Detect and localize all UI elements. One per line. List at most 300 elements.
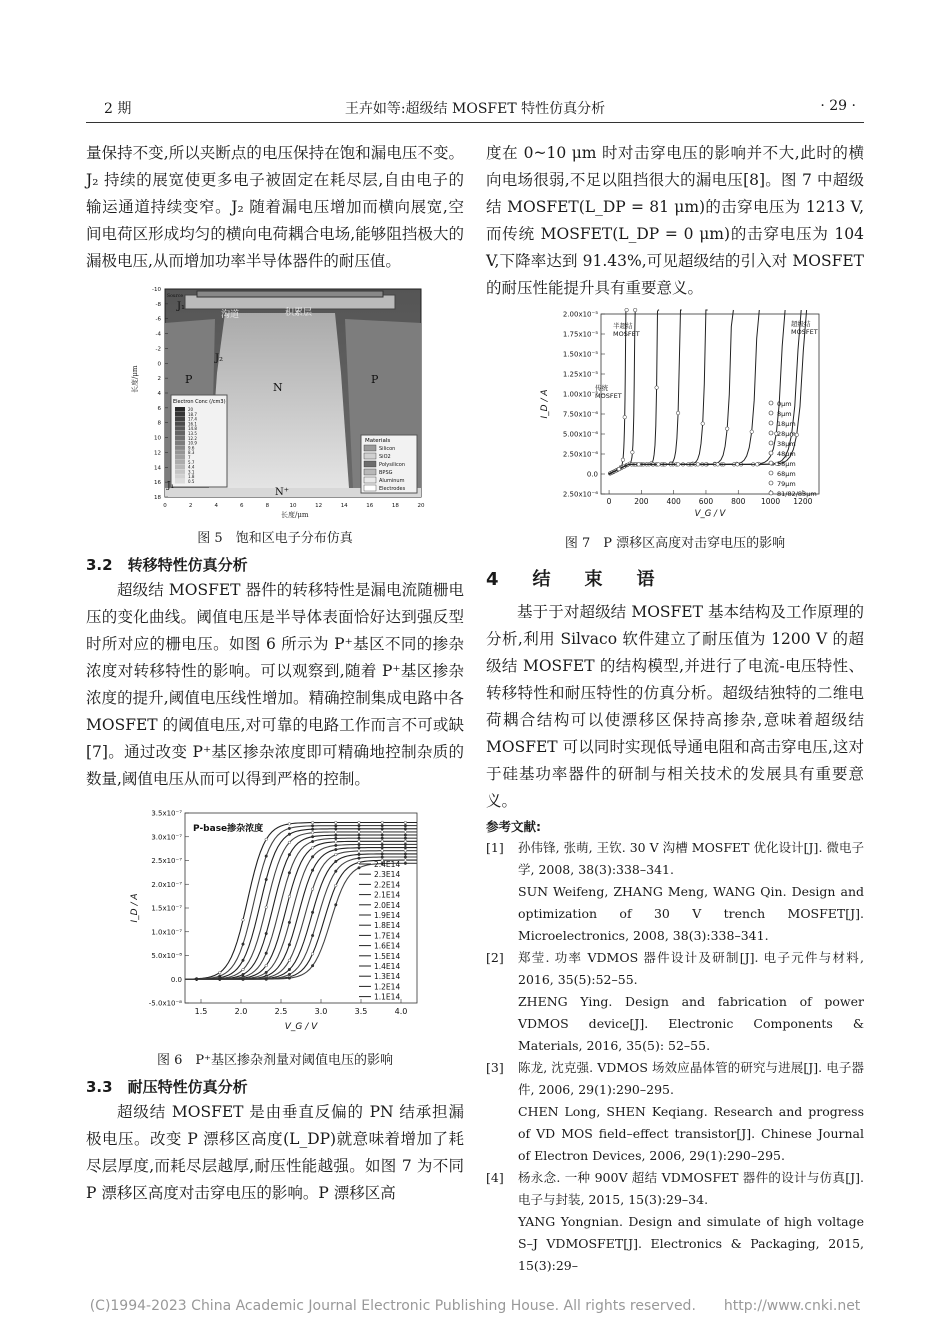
reference-zh: 陈龙, 沈克强. VDMOS 场效应晶体管的研究与进展[J]. 电子器件, 2006, 29(1):290–295. [518,1060,864,1097]
fig5-material-name: Aluminum [379,478,405,484]
fig6-y-tick-label: 0.0 [170,975,182,984]
fig5-legend-value: 5.7 [188,459,195,465]
fig5-legend-swatch [175,421,185,426]
fig6-legend-label: 2.3E14 [374,870,401,880]
fig5-material-swatch [364,477,376,483]
fig7-legend-label: 81/82/83μm [777,490,817,498]
fig6-series-marker [404,824,407,827]
fig6-series-marker [404,828,407,831]
fig6-series-marker [335,844,338,847]
fig7-y-tick-label: 2.00x10⁻⁵ [562,310,598,319]
fig5-x-tick-label: 8 [265,503,270,509]
right-column [486,140,864,1277]
fig5-legend-swatch [175,412,185,417]
fig5-legend-swatch [175,436,185,441]
fig5-legend-value: 4.4 [188,464,195,470]
fig6-series-marker [358,821,361,824]
fig6-series-marker [358,843,361,846]
fig5-material-swatch [364,461,376,467]
fig7-series-marker [750,430,754,434]
fig5-materials-title: Materials [365,438,391,444]
fig6-series-marker [404,837,407,840]
fig5-legend-swatch [175,441,185,446]
fig5-material-name: Electrodes [379,486,406,492]
fig6-series-marker [311,840,314,843]
fig6-series-marker [242,919,245,922]
fig6-y-tick-label: -5.0x10⁻⁸ [148,999,182,1008]
fig5-legend-value: 3.1 [188,469,195,475]
fig7-series-marker [621,458,625,462]
fig6-series-marker [335,848,338,851]
fig5-legend-swatch [175,445,185,450]
fig6-series-marker [381,840,384,843]
fig6-series-marker [311,953,314,956]
fig5-y-tick-label: 0 [157,361,161,368]
fig6-y-tick-label: 1.5x10⁻⁷ [151,904,182,913]
fig6-series-marker [404,859,407,862]
fig6-series-marker [288,872,291,875]
fig6-y-tick-label: 1.0x10⁻⁷ [151,928,182,937]
fig6-series-marker [242,968,245,971]
references-list [486,837,864,1277]
fig5-legend-swatch [175,417,185,422]
fig5-legend-value: 12.2 [188,435,197,441]
fig6-series-marker [242,943,245,946]
fig6-series-marker [288,921,291,924]
fig6-series-marker [404,831,407,834]
fig7-series-marker [633,308,637,312]
fig6-series-marker [335,828,338,831]
fig6-series-marker [335,824,338,827]
fig7-legend-label: 38μm [777,440,796,448]
left-paragraph-2: 超级结 MOSFET 器件的转移特性是漏电流随栅电压的变化曲线。阈值电压是半导体表面恰好达到强反型时所对应的栅电压。如图 6 所示为 P⁺基区不同的掺杂浓度对转移特性的影响。可以观察到,随着 P⁺基区掺杂浓度的提升,阈值电压线性增加。精确控制集成电路中各 MOSFET 的阈值电压,对可靠的电路工作而言不可或缺[7]。通过改变 P⁺基区掺杂浓度即可精确地控制杂质的数量,阈值电压从而可以得到严格的控制。 [86,581,464,788]
fig7-x-axis-label: V_G / V [694,509,726,519]
fig5-legend-value: 8.3 [188,450,195,456]
fig6-x-tick-label: 2.5 [274,1007,288,1016]
fig5-label-accum: 积累层 [285,308,313,318]
fig7-legend-label: 68μm [777,470,796,478]
section-3-2-heading: 3.2 转移特性仿真分析 [86,556,248,574]
fig6-series-marker [335,904,338,907]
page-number: · 29 · [820,98,856,114]
fig6-series-marker [288,959,291,962]
fig6-series-marker [335,884,338,887]
fig6-series-marker [311,831,314,834]
fig5-y-tick-label: 4 [157,391,161,397]
fig5-label-j1: J₁ [177,301,186,312]
fig7-series-marker [623,415,627,419]
fig6-series-marker [381,824,384,827]
fig5-legend-swatch [175,465,185,470]
fig5-legend-swatch [175,455,185,460]
fig6-legend-label: 1.5E14 [374,951,401,961]
fig7-y-tick-label: 1.75x10⁻⁵ [562,330,598,339]
fig6-legend-label: 1.3E14 [374,972,401,982]
fig5-legend-value: 7 [188,455,191,460]
copyright-footer: (C)1994-2023 China Academic Journal Electronic Publishing House. All rights reserved. http://www.cnki.net [89,1298,861,1314]
fig6-y-axis-label: I_D / A [130,893,140,923]
fig6-series-marker [335,834,338,837]
fig6-x-tick-label: 3.5 [354,1007,368,1016]
fig6-series-marker [335,831,338,834]
fig6-series-marker [404,843,407,846]
figure-5-caption: 图 5 饱和区电子分布仿真 [197,531,353,546]
fig5-y-tick-label: -8 [155,301,161,308]
fig6-series-marker [358,867,361,870]
fig6-legend-label: 1.7E14 [374,931,401,941]
fig5-x-tick-label: 20 [417,503,425,509]
fig7-legend-swatch [769,401,773,405]
fig5-x-tick-label: 14 [340,503,348,509]
fig6-series-marker [404,834,407,837]
fig5-label-p-left: P [185,373,193,386]
fig6-series-marker [381,834,384,837]
fig5-legend-value: 9.6 [188,445,195,451]
fig7-series-marker [625,308,629,312]
fig6-series-marker [265,906,268,909]
fig7-x-tick-label: 1000 [761,497,781,506]
fig6-series-marker [311,869,314,872]
fig6-y-tick-label: 2.5x10⁻⁷ [151,857,182,865]
fig5-y-tick-label: 2 [157,376,161,383]
reference-number: [4] [486,1170,504,1185]
fig7-y-tick-label: 2.50x10⁻⁶ [562,490,598,499]
fig6-series-marker [288,973,291,976]
fig6-series-marker [288,823,291,826]
fig5-gate-metal [197,291,383,297]
fig6-series-marker [288,827,291,830]
fig5-legend-value: 10.9 [188,440,197,446]
fig6-series-marker [195,978,198,981]
fig7-series-marker [676,411,680,415]
fig5-x-ticks [163,503,425,509]
fig7-y-axis-label: I_D / A [540,389,550,419]
fig6-series-marker [404,840,407,843]
fig7-series-marker [696,463,700,467]
fig5-y-tick-label: 16 [154,480,161,487]
figure-5 [125,283,425,546]
fig6-series-marker [335,860,338,863]
fig6-series-marker [381,853,384,856]
fig6-series-marker [219,978,222,981]
fig5-n-region [209,313,349,488]
fig6-title: P-base掺杂浓度 [193,824,264,834]
fig5-legend-value: 1.8 [188,474,195,480]
reference-en: CHEN Long, SHEN Keqiang. Research and progress of VD MOS field–effect transistor[J]. Chinese Journal of Electron Devices, 2006, 29(1):290–295. [518,1104,864,1163]
fig5-label-source: Source [167,294,184,299]
fig6-series-marker [381,856,384,859]
fig6-series-marker [381,837,384,840]
fig5-x-tick-label: 6 [240,503,244,509]
fig6-y-tick-label: 5.0x10⁻⁸ [151,952,182,960]
fig5-legend-value: 0.5 [188,479,195,484]
fig7-legend-label: 0μm [777,400,792,408]
fig6-series-marker [381,828,384,831]
fig5-material-swatch [364,469,376,475]
fig5-legend-value: 13.5 [188,431,197,436]
header-rule [86,122,864,123]
fig6-series-marker [242,978,245,981]
fig7-legend-swatch [769,441,773,445]
fig6-series-marker [358,857,361,860]
fig7-legend-label: 8μm [777,410,792,418]
fig7-legend-swatch [769,471,773,475]
fig5-legend-swatch [175,450,185,455]
fig6-legend-label: 1.1E14 [374,992,401,1002]
fig7-annotation-super: MOSFET [791,328,818,336]
reference-number: [1] [486,840,504,855]
fig7-series-marker [701,422,705,426]
fig5-material-name: Polysilicon [379,462,405,468]
fig6-series-marker [404,856,407,859]
fig6-series-marker [358,828,361,831]
fig7-y-tick-label: 2.50x10⁻⁶ [562,450,598,459]
fig7-legend-label: 48μm [777,450,796,458]
fig7-y-tick-label: 7.50x10⁻⁶ [562,410,598,419]
fig7-y-tick-label: 5.00x10⁻⁶ [562,430,598,439]
fig7-legend-swatch [769,451,773,455]
fig5-y-tick-label: 12 [154,450,161,457]
reference-item [486,1057,864,1167]
section-4-heading: 4 结 束 语 [486,569,663,590]
fig6-series-marker [404,853,407,856]
fig5-label-p-right: P [371,373,379,386]
fig5-x-tick-label: 18 [391,503,399,509]
section-3-3-heading: 3.3 耐压特性仿真分析 [86,1078,248,1096]
fig5-y-tick-label: -6 [155,316,161,323]
fig5-label-n: N [273,381,283,394]
fig6-series-marker [381,821,384,824]
fig6-series-marker [265,971,268,974]
fig7-legend-label: 79μm [777,480,796,488]
fig6-series-marker [288,977,291,980]
fig6-legend-label: 1.4E14 [374,962,401,971]
fig5-conc-legend-title: Electron Conc (/cm3) [173,399,226,405]
fig6-series-marker [311,856,314,859]
fig6-series-marker [358,824,361,827]
fig6-series-marker [311,828,314,831]
fig6-series-marker [381,849,384,852]
figure-6-caption: 图 6 P⁺基区掺杂剂量对阈值电压的影响 [156,1053,393,1068]
fig6-series-marker [358,846,361,849]
fig7-series-marker [725,427,729,431]
fig6-x-tick-label: 4.0 [394,1007,408,1016]
fig5-material-swatch [364,453,376,459]
fig5-y-axis-label: 长度/μm [131,365,139,393]
fig7-annotation-super: 超级结 [791,320,811,328]
fig7-series-marker [716,463,720,467]
fig6-legend-label: 2.1E14 [374,890,401,900]
fig6-series-marker [265,952,268,955]
fig6-x-axis-label: V_G / V [284,1022,318,1032]
fig5-x-tick-label: 16 [366,503,374,509]
fig6-legend-label: 1.6E14 [374,941,401,951]
fig5-x-tick-label: 2 [188,503,193,509]
left-paragraph-1: 量保持不变,所以夹断点的电压保持在饱和漏电压不变。J₂ 持续的展宽使更多电子被固定在耗尽层,自由电子的输运通道持续变窄。J₂ 随着漏电压增加而横向展宽,空间电荷区形成均匀的横向电荷耦合电场,能够阻挡极大的漏极电压,从而增加功率半导体器件的耐压值。 [86,144,464,270]
fig7-legend-label: 58μm [777,460,796,468]
fig6-series-marker [311,911,314,914]
fig6-series-marker [265,932,268,935]
fig6-series-marker [311,934,314,937]
left-paragraph-3: 超级结 MOSFET 是由垂直反偏的 PN 结承担漏极电压。改变 P 漂移区高度(L_DP)就意味着增加了耗尽层厚度,而耗尽层越厚,耐压性能越强。如图 7 为不同 P 漂移区高度对击穿电压的影响。P 漂移区高 [86,1103,464,1202]
fig5-x-axis-label: 长度/μm [281,511,309,519]
fig5-legend-swatch [175,479,185,484]
fig6-series-marker [335,837,338,840]
fig7-x-tick-label: 1200 [793,497,813,506]
fig7-series-marker [617,467,621,471]
figure-6 [125,805,425,1068]
fig6-series-marker [358,831,361,834]
fig7-y-tick-label: 1.50x10⁻⁵ [562,350,598,359]
fig5-label-j1-bottom: J₁ [167,481,175,491]
right-paragraph-1: 度在 0~10 μm 时对击穿电压的影响并不大,此时的横向电场很弱,不足以阻挡很大的漏电压[8]。图 7 中超级结 MOSFET(L_DP = 81 μm)的击穿电压为 1213 V,而传统 MOSFET(L_DP = 0 μm)的击穿电压为 104 V,下降率达到 91.43%,可见超级结的引入对 MOSFET 的耐压性能提升具有重要意义。 [486,144,864,297]
fig5-material-swatch [364,445,376,451]
fig7-legend-swatch [769,461,773,465]
fig6-series-marker [358,861,361,864]
fig7-x-tick-label: 200 [634,497,649,506]
fig5-x-tick-label: 4 [214,503,218,509]
fig6-series-marker [404,846,407,849]
fig5-material-name: Silicon [379,446,396,452]
fig6-legend-label: 2.2E14 [374,880,401,890]
fig5-label-channel: 沟道 [221,310,240,320]
fig7-series-marker [736,463,740,467]
fig7-legend-swatch [769,481,773,485]
figure-7-caption: 图 7 P 漂移区高度对击穿电压的影响 [564,536,786,551]
fig7-chart [525,308,825,524]
fig5-legend-value: 16.1 [188,421,197,427]
fig6-series-marker [242,959,245,962]
fig6-series-marker [381,846,384,849]
fig7-series-marker [637,463,641,467]
fig6-series-marker [381,831,384,834]
fig5-material-name: SiO2 [379,454,391,460]
fig5-legend-swatch [175,431,185,436]
reference-zh: 杨永念. 一种 900V 超结 VDMOSFET 器件的设计与仿真[J]. 电子与封装, 2015, 15(3):29–34. [518,1170,864,1207]
fig5-legend-swatch [175,460,185,465]
fig5-legend-swatch [175,474,185,479]
fig6-series-marker [311,888,314,891]
fig5-material-swatch [364,485,376,491]
fig6-series-marker [311,847,314,850]
fig6-series-marker [311,835,314,838]
reference-en: SUN Weifeng, ZHANG Meng, WANG Qin. Design and optimization of 30 V trench MOSFET[J]. Microelectronics, 2008, 38(3):338–341. [518,884,864,943]
fig6-series-marker [335,821,338,824]
fig5-y-tick-label: 6 [157,405,161,412]
fig5-simulation-image [125,283,425,519]
fig7-series-marker [676,463,680,467]
fig7-y-tick-label: 1.25x10⁻⁵ [562,370,598,379]
fig6-series-marker [265,878,268,881]
reference-en: YANG Yongnian. Design and simulate of high voltage S–J VDMOSFET[J]. Electronics & Packaging, 2015, 15(3):29– [518,1214,864,1273]
fig6-series-marker [311,964,314,967]
reference-zh: 郑莹. 功率 VDMOS 器件设计及研制[J]. 电子元件与材料, 2016, 35(5):52–55. [518,950,864,987]
fig6-series-marker [265,838,268,841]
fig7-series-marker [631,451,635,455]
fig6-series-marker [311,825,314,828]
fig7-annotation-conventional: 传统 [595,384,608,392]
fig6-series-marker [219,971,222,974]
fig7-legend-swatch [769,421,773,425]
fig5-x-tick-label: 10 [289,503,297,509]
reference-number: [3] [486,1060,504,1075]
fig5-legend-value: 14.8 [188,426,197,432]
fig5-y-tick-label: -10 [152,287,161,293]
fig6-series-marker [265,964,268,967]
fig7-x-tick-label: 400 [666,497,681,506]
reference-number: [2] [486,950,504,965]
fig6-legend-label: 2.0E14 [374,900,401,910]
reference-zh: 孙伟锋, 张萌, 王钦. 30 V 沟槽 MOSFET 优化设计[J]. 微电子学, 2008, 38(3):338–341. [518,840,864,877]
fig6-series-marker [311,821,314,824]
fig7-annotation-semi: 半超结 [613,322,633,330]
fig6-series-marker [404,821,407,824]
fig6-series-marker [404,849,407,852]
fig5-y-tick-label: 10 [154,435,161,442]
fig7-annotation-conventional: MOSFET [595,392,622,400]
fig6-series-marker [358,837,361,840]
fig5-legend-swatch [175,426,185,431]
fig7-series-marker [657,463,661,467]
fig5-x-tick-label: 12 [315,503,323,509]
fig6-legend-label: 1.2E14 [374,982,401,992]
fig6-series-marker [335,870,338,873]
fig7-series-marker [755,463,759,467]
fig5-y-tick-label: 8 [157,420,161,427]
fig7-y-tick-label: 0.0 [586,470,598,479]
fig5-legend-swatch [175,407,185,412]
fig6-series-marker [404,862,407,865]
fig5-y-tick-label: 18 [154,495,161,501]
fig6-series-marker [265,855,268,858]
fig6-legend-label: 1.9E14 [374,911,401,920]
fig5-material-name: BPSG [379,470,393,476]
fig6-series-marker [265,978,268,981]
fig7-legend-label: 28μm [777,430,796,438]
fig6-series-marker [288,841,291,844]
fig7-legend-swatch [769,431,773,435]
fig5-label-nplus: N⁺ [275,487,290,498]
fig6-series-marker [358,834,361,837]
running-header [86,96,864,120]
fig6-series-marker [288,968,291,971]
reference-en: ZHENG Ying. Design and fabrication of power VDMOS device[J]. Electronic Components & Materials, 2016, 35(5): 52–55. [518,994,864,1053]
fig7-annotation-semi: MOSFET [613,330,640,338]
fig6-y-tick-label: 3.0x10⁻⁷ [151,833,182,842]
reference-item [486,947,864,1057]
fig5-x-tick-label: 0 [163,503,167,509]
fig6-series-marker [358,853,361,856]
fig6-series-marker [288,853,291,856]
fig7-x-tick-label: 800 [731,497,746,506]
fig6-y-tick-label: 3.5x10⁻⁷ [151,809,182,818]
fig5-y-tick-label: 14 [154,465,161,472]
fig6-series-marker [288,833,291,836]
fig7-legend-label: 18μm [777,420,796,428]
issue-number: 2 期 [104,101,132,117]
fig5-legend-value: 20 [188,407,194,412]
fig6-series-marker [358,840,361,843]
fig5-legend-swatch [175,469,185,474]
fig5-y-tick-label: -4 [155,331,161,338]
fig6-series-marker [335,841,338,844]
figure-7 [525,308,825,551]
right-paragraph-2: 基于于对超级结 MOSFET 基本结构及工作原理的分析,利用 Silvaco 软件建立了耐压值为 1200 V 的超级结 MOSFET 的结构模型,并进行了电流-电压特性、转移特性和耐压特性的仿真分析。超级结独特的二维电荷耦合结构可以使漂移区保持高掺杂,意味着超级结 MOSFET 可以同时实现低导通电阻和高击穿电压,这对于硅基功率器件的研制与相关技术的发展具有重要意义。 [486,603,864,810]
fig6-x-tick-label: 1.5 [194,1007,208,1016]
fig7-legend-swatch [769,491,773,495]
fig7-x-tick-label: 0 [606,497,612,506]
fig7-x-tick-label: 600 [698,497,714,506]
